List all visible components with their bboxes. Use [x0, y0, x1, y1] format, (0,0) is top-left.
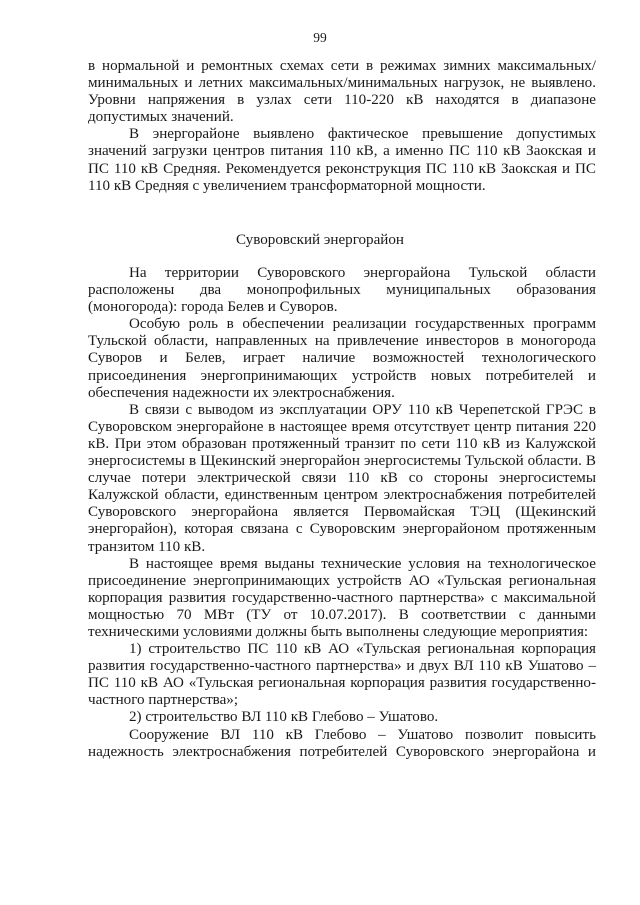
paragraph: в нормальной и ремонтных схемах сети в режимах зимних максимальных/минимальных и летних максимальных/минимальных нагрузок, не выявлено. Уровни напряжения в узлах сети 110-220 кВ находятся в диапазоне допустимых значений. — [88, 58, 596, 126]
section-heading: Суворовский энергорайон — [235, 232, 404, 248]
text-block-top — [88, 58, 596, 195]
page-number: 99 — [313, 30, 327, 45]
list-item: 1) строительство ПС 110 кВ АО «Тульская региональная корпорация развития государственно-частного партнерства» и двух ВЛ 110 кВ Ушатово – ПС 110 кВ АО «Тульская региональная корпорация развития государственно-частного партнерства»; — [88, 641, 596, 709]
paragraph: В энергорайоне выявлено фактическое превышение допустимых значений загрузки центров питания 110 кВ, а именно ПС 110 кВ Заокская и ПС 110 кВ Средняя. Рекомендуется реконструкция ПС 110 кВ Заокская и ПС 110 кВ Средняя с увеличением трансформаторной мощности. — [88, 126, 596, 194]
paragraph: В настоящее время выданы технические условия на технологическое присоединение энергопринимающих устройств АО «Тульская региональная корпорация развития государственно-частного партнерства» с максимальной мощностью 70 МВт (ТУ от 10.07.2017). В соответствии с данными техническими условиями должны быть выполнены следующие мероприятия: — [88, 555, 596, 640]
paragraph: Особую роль в обеспечении реализации государственных программ Тульской области, направленных на привлечение инвесторов в моногорода Суворов и Белев, играет наличие возможностей технологического присоединения энергопринимающих устройств новых потребителей и обеспечения надежности их электроснабжения. — [88, 316, 596, 401]
list-item: 2) строительство ВЛ 110 кВ Глебово – Ушатово. — [129, 709, 439, 726]
paragraph: Сооружение ВЛ 110 кВ Глебово – Ушатово позволит повысить надежность электроснабжения потребителей Суворовского энергорайона и — [88, 726, 596, 760]
paragraph: В связи с выводом из эксплуатации ОРУ 110 кВ Черепетской ГРЭС в Суворовском энергорайоне в настоящее время отсутствует центр питания 220 кВ. При этом образован протяженный транзит по сети 110 кВ из Калужской энергосистемы в Щекинский энергорайон энергосистемы Тульской области. В случае потери электрической связи 110 кВ со стороны энергосистемы Калужской области, единственным центром электроснабжения потребителей Суворовского энергорайона является Первомайская ТЭЦ (Щекинский энергорайон), которая связана с Суворовским энергорайоном протяженным транзитом 110 кВ. — [88, 401, 596, 555]
paragraph: На территории Суворовского энергорайона Тульской области расположены два монопрофильных муниципальных образования (моногорода): города Белев и Суворов. — [88, 265, 596, 316]
text-block-bottom — [88, 265, 596, 761]
